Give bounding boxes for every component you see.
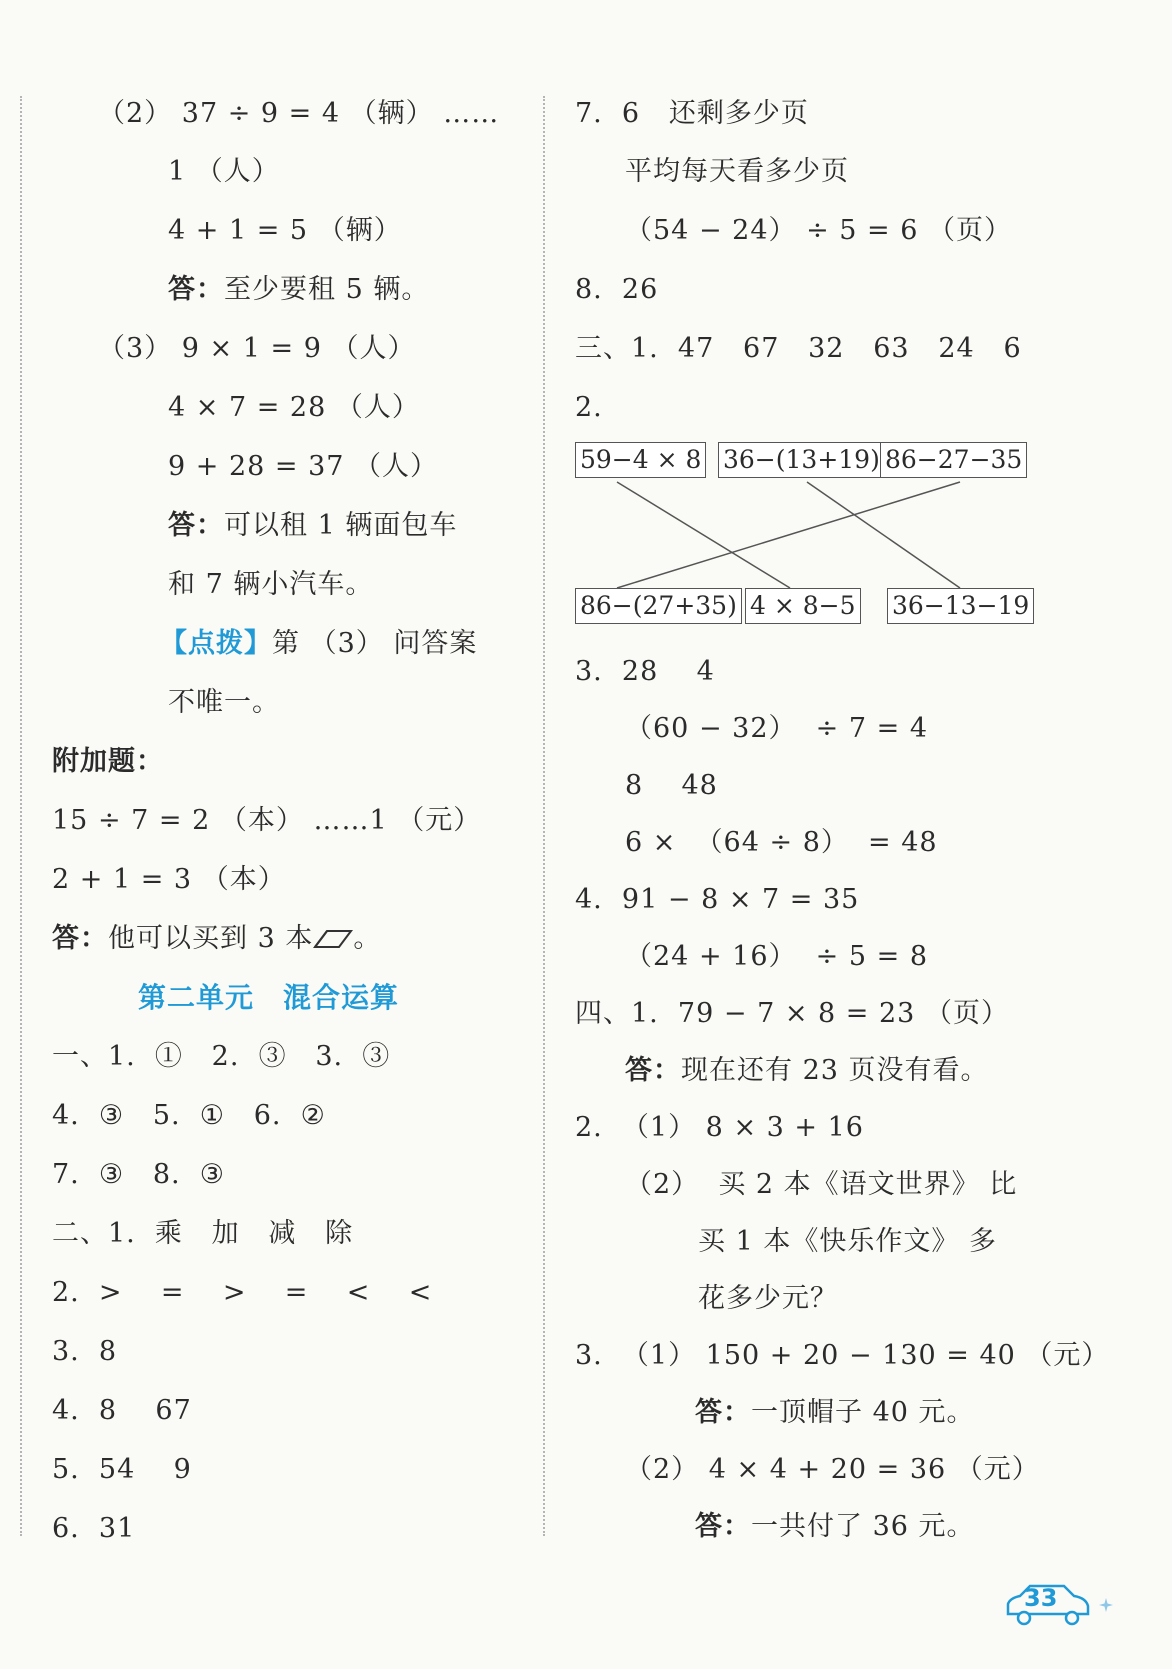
- left-line-8: [168, 506, 457, 546]
- right-line-3: （54 − 24） ÷ 5 = 6 （页）: [625, 215, 1013, 246]
- eraser-icon: [313, 925, 353, 951]
- left-line-3: 4 + 1 = 5 （辆）: [168, 215, 402, 246]
- right-line-8: （60 − 32） ÷ 7 = 4: [625, 713, 929, 744]
- left-line-24: 5. 54 9: [52, 1454, 192, 1485]
- left-line-17: 一、1. ① 2. ③ 3. ③: [52, 1041, 391, 1072]
- matching-diagram: [575, 440, 1045, 640]
- expr-box-bottom-2: 4 × 8−5: [745, 588, 861, 624]
- left-margin-line: [20, 96, 22, 1536]
- right-line-10: 6 × （64 ÷ 8） = 48: [625, 827, 938, 858]
- answer-text: 至少要租 5 辆。: [224, 274, 430, 305]
- left-line-15: [52, 919, 381, 959]
- right-line-19: 3. （1） 150 + 20 − 130 = 40 （元）: [575, 1340, 1110, 1371]
- right-line-18: 花多少元？: [698, 1283, 838, 1314]
- right-line-16: （2） 买 2 本《语文世界》 比: [625, 1169, 1018, 1200]
- expr-box-top-3: 86−27−35: [880, 442, 1027, 478]
- right-line-12: （24 + 16） ÷ 5 = 8: [625, 941, 929, 972]
- expr-box-top-1: 59−4 × 8: [575, 442, 706, 478]
- answer-label: 答：: [695, 1511, 751, 1542]
- left-line-6: 4 × 7 = 28 （人）: [168, 392, 420, 423]
- answer-text: 一共付了 36 元。: [751, 1511, 975, 1542]
- right-line-22: [695, 1507, 975, 1547]
- left-line-19: 7. ③ 8. ③: [52, 1159, 226, 1190]
- answer-text: 一顶帽子 40 元。: [751, 1397, 975, 1428]
- extra-question-title: 附加题：: [52, 746, 164, 777]
- left-line-10: [160, 624, 477, 664]
- left-line-25: 6. 31: [52, 1513, 136, 1544]
- answer-text: 可以租 1 辆面包车: [224, 510, 458, 541]
- answer-label: 答：: [625, 1055, 681, 1086]
- tip-text: 第 （3） 问答案: [272, 628, 478, 659]
- answer-text: 他可以买到 3 本: [108, 923, 314, 954]
- right-line-2: 平均每天看多少页: [625, 156, 849, 187]
- sparkle-icon: [1098, 1597, 1114, 1613]
- left-line-20: 二、1. 乘 加 减 除: [52, 1218, 354, 1249]
- left-line-1: （2） 37 ÷ 9 = 4 （辆） ……: [98, 98, 500, 129]
- answer-label: 答：: [168, 510, 224, 541]
- right-line-17: 买 1 本《快乐作文》 多: [698, 1226, 997, 1257]
- answer-label: 答：: [168, 274, 224, 305]
- right-line-15: 2. （1） 8 × 3 + 16: [575, 1112, 864, 1143]
- right-line-7: 3. 28 4: [575, 656, 715, 687]
- column-divider: [543, 96, 545, 1536]
- right-line-6: 2.: [575, 392, 603, 423]
- left-line-23: 4. 8 67: [52, 1395, 192, 1426]
- left-line-7: 9 + 28 = 37 （人）: [168, 451, 439, 482]
- left-line-22: 3. 8: [52, 1336, 118, 1367]
- right-line-13: 四、1. 79 − 7 × 8 = 23 （页）: [575, 998, 1009, 1029]
- unit-heading: 第二单元 混合运算: [138, 981, 400, 1014]
- left-line-9: 和 7 辆小汽车。: [168, 569, 374, 600]
- left-line-13: 15 ÷ 7 = 2 （本） ……1 （元）: [52, 805, 482, 836]
- left-line-11: 不唯一。: [168, 687, 280, 718]
- left-line-14: 2 + 1 = 3 （本）: [52, 864, 286, 895]
- left-line-21: 2. > = > = < <: [52, 1277, 433, 1308]
- left-line-4: [168, 270, 429, 310]
- right-line-14: [625, 1051, 989, 1091]
- right-line-4: 8. 26: [575, 274, 659, 305]
- tip-label: 【点拨】: [160, 628, 272, 659]
- expr-box-bottom-1: 86−(27+35): [575, 588, 742, 624]
- right-line-9: 8 48: [625, 770, 718, 801]
- page-number-badge: [1002, 1580, 1092, 1628]
- right-line-5: 三、1. 47 67 32 63 24 6: [575, 333, 1022, 364]
- left-line-2: 1 （人）: [168, 156, 280, 187]
- right-line-21: （2） 4 × 4 + 20 = 36 （元）: [625, 1454, 1040, 1485]
- answer-label: 答：: [52, 923, 108, 954]
- right-line-11: 4. 91 − 8 × 7 = 35: [575, 884, 860, 915]
- left-line-18: 4. ③ 5. ① 6. ②: [52, 1100, 326, 1131]
- expr-box-bottom-3: 36−13−19: [887, 588, 1034, 624]
- left-line-5: （3） 9 × 1 = 9 （人）: [98, 333, 416, 364]
- right-line-20: [695, 1393, 975, 1433]
- answer-label: 答：: [695, 1397, 751, 1428]
- period: 。: [353, 923, 382, 954]
- expr-box-top-2: 36−(13+19): [718, 442, 885, 478]
- page-number: 33: [1024, 1584, 1058, 1612]
- right-line-1: 7. 6 还剩多少页: [575, 98, 809, 129]
- answer-text: 现在还有 23 页没有看。: [681, 1055, 989, 1086]
